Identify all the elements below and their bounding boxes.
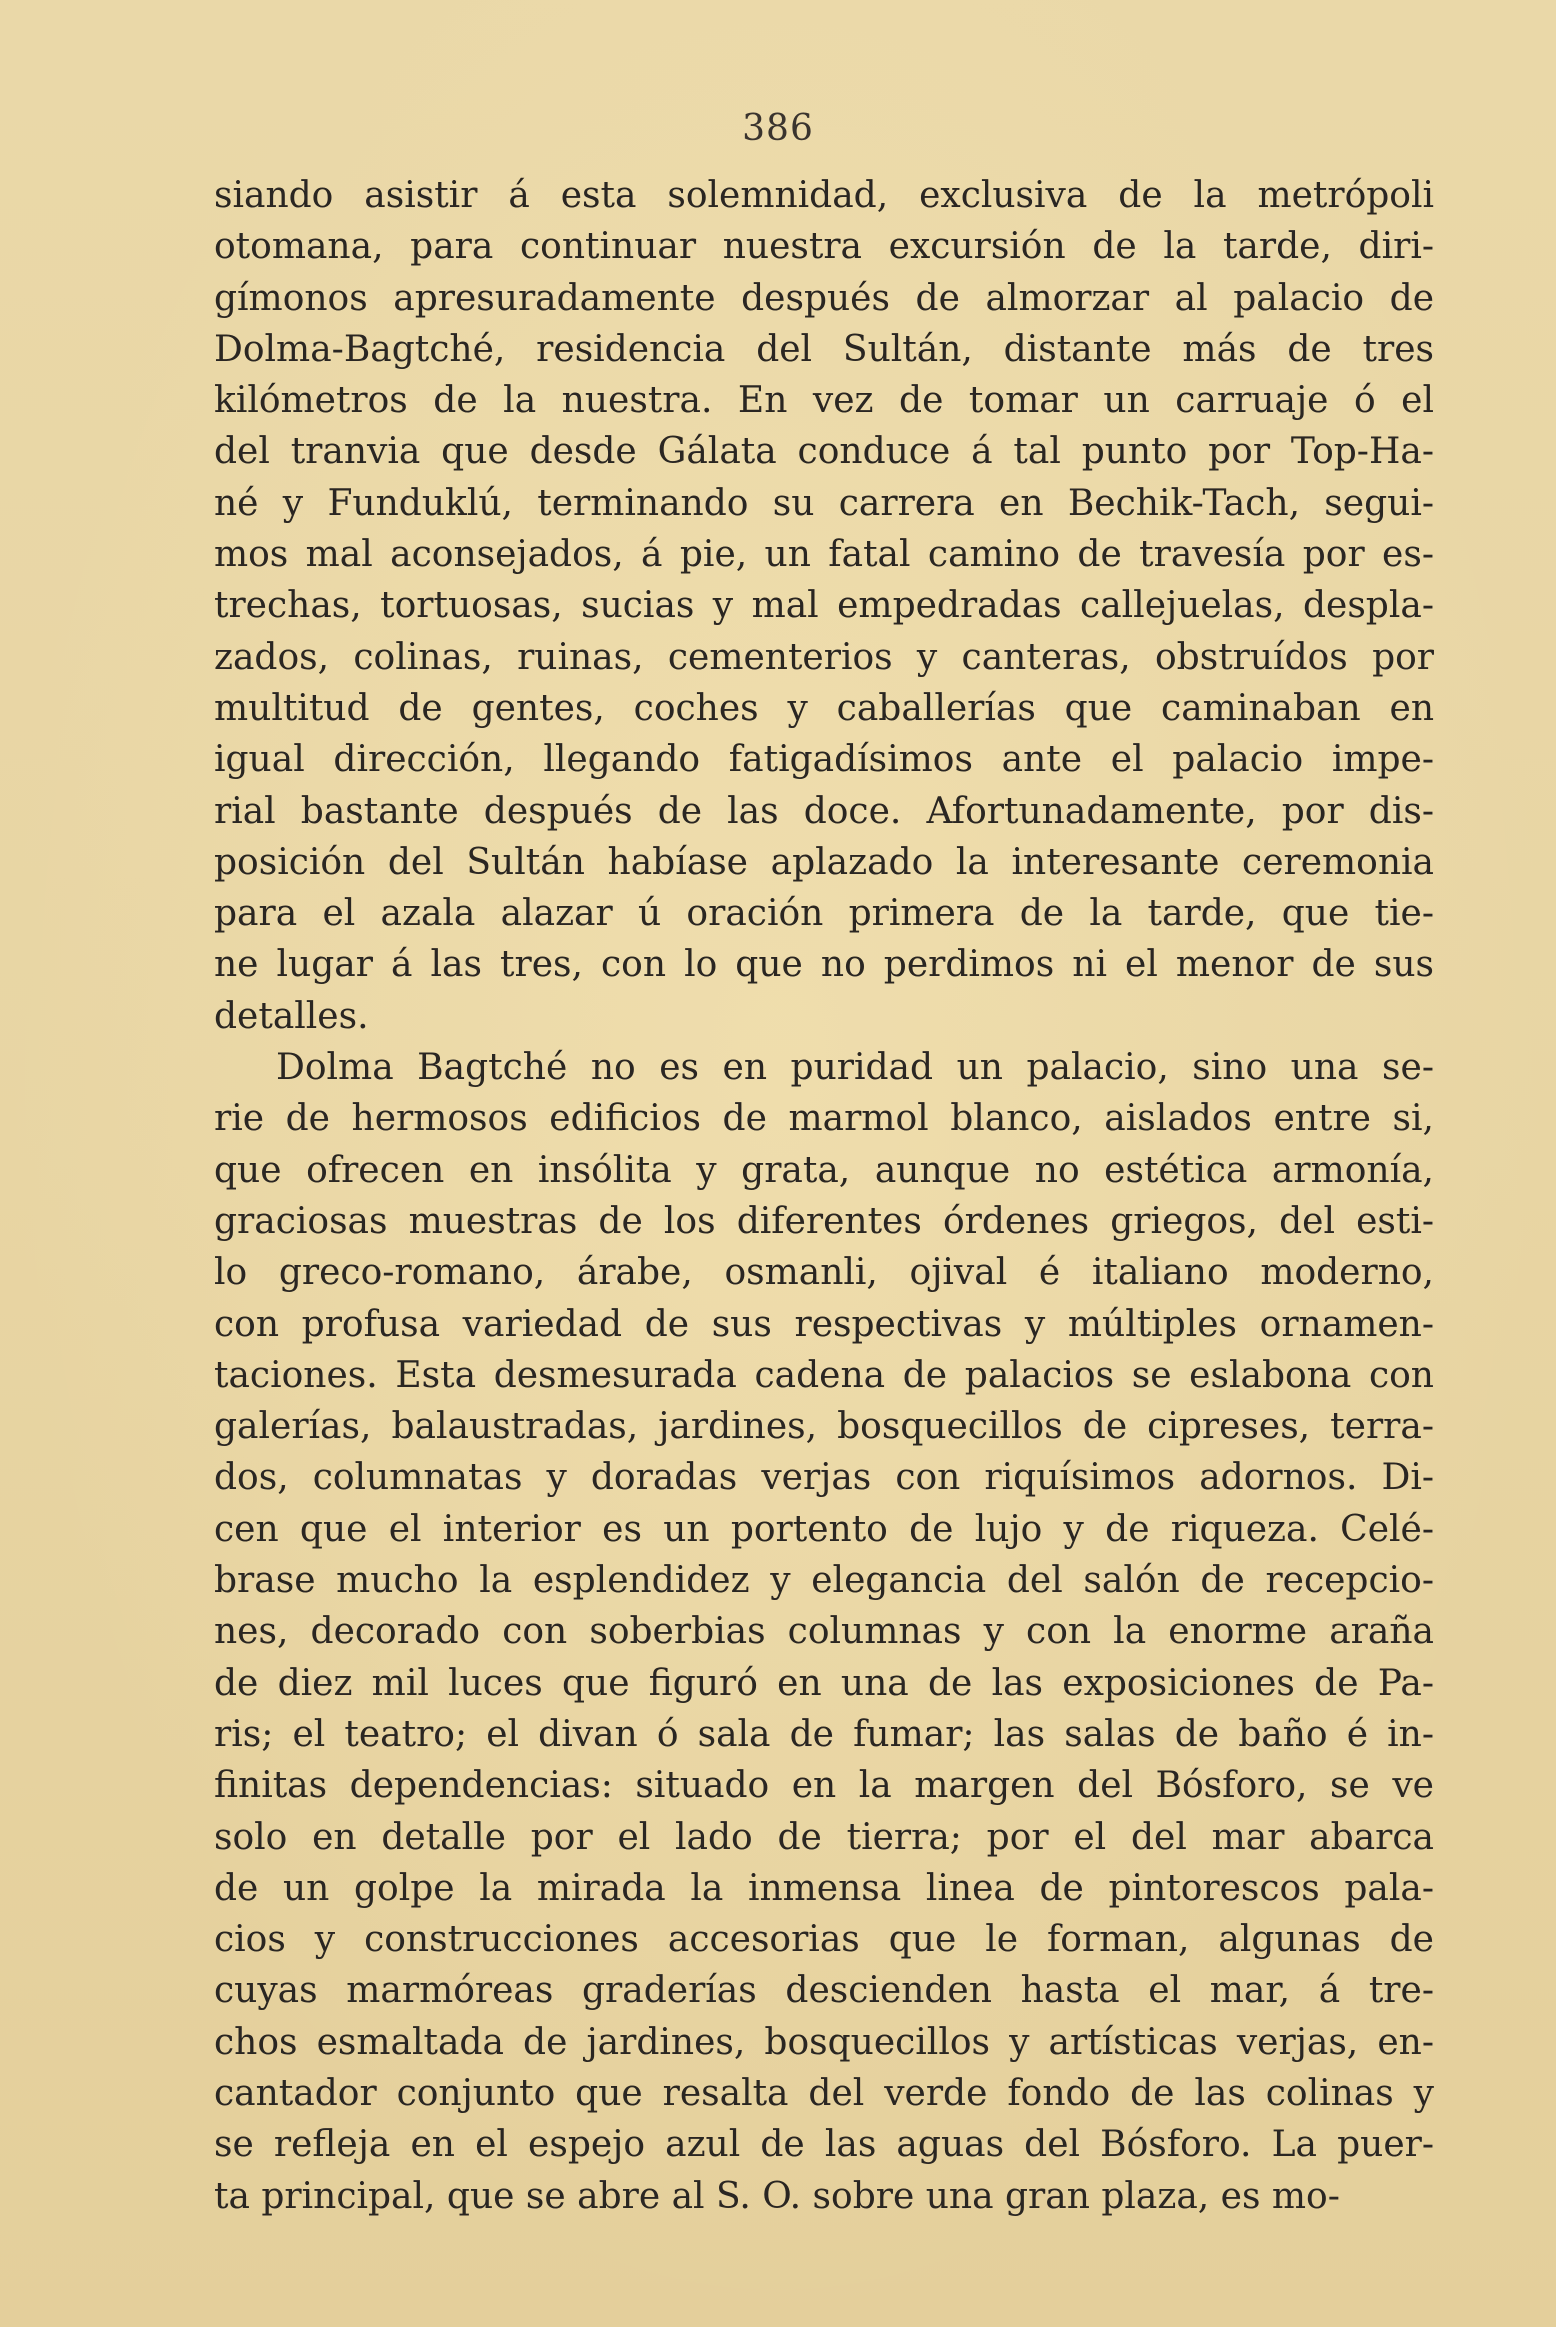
text-line: siando asistir á esta solemnidad, exclusiva de la metrópoli <box>214 175 1434 216</box>
body-text <box>214 170 1434 2222</box>
text-line: ta principal, que se abre al S. O. sobre una gran plaza, es mo- <box>214 2175 1340 2217</box>
text-line: otomana, para continuar nuestra excursión de la tarde, diri- <box>214 226 1434 268</box>
text-line <box>214 1042 1434 1093</box>
text-line: finitas dependencias: situado en la margen del Bósforo, se ve <box>214 1765 1434 1807</box>
text-line: de un golpe la mirada la inmensa linea de pintorescos pala- <box>214 1867 1434 1909</box>
text-line: detalles. <box>214 995 369 1037</box>
text-line: né y Funduklú, terminando su carrera en Bechik-Tach, segui- <box>214 482 1434 524</box>
line-text-post: no es en puridad un palacio, sino una se- <box>567 1047 1434 1089</box>
text-line: zados, colinas, ruinas, cementerios y canteras, obstruídos por <box>214 636 1434 678</box>
text-line: posición del Sultán habíase aplazado la interesante ceremonia <box>214 841 1434 883</box>
text-line: Dolma-Bagtché, residencia del Sultán, distante más de tres <box>214 328 1434 370</box>
page-number: 386 <box>742 108 814 149</box>
text-line: chos esmaltada de jardines, bosquecillos y artísticas verjas, en- <box>214 2021 1434 2063</box>
text-line: rial bastante después de las doce. Afortunadamente, por dis- <box>214 790 1434 832</box>
text-line: cantador conjunto que resalta del verde fondo de las colinas y <box>214 2072 1434 2114</box>
text-line: taciones. Esta desmesurada cadena de palacios se eslabona con <box>214 1354 1434 1396</box>
text-line: multitud de gentes, coches y caballerías que caminaban en <box>214 687 1434 729</box>
text-line: galerías, balaustradas, jardines, bosquecillos de cipreses, terra- <box>214 1406 1434 1448</box>
text-line: brase mucho la esplendidez y elegancia del salón de recepcio- <box>214 1560 1434 1602</box>
text-line: de diez mil luces que figuró en una de las exposiciones de Pa- <box>214 1662 1434 1704</box>
line-text-pre: para el <box>214 893 381 935</box>
text-line: ris; el teatro; el divan ó sala de fumar; las salas de baño é in- <box>214 1713 1434 1755</box>
text-line: cen que el interior es un portento de lujo y de riqueza. Celé- <box>214 1508 1434 1550</box>
text-line: lo greco-romano, árabe, osmanli, ojival é italiano moderno, <box>214 1252 1434 1294</box>
text-line: mos mal aconsejados, á pie, un fatal camino de travesía por es- <box>214 534 1434 576</box>
text-line: dos, columnatas y doradas verjas con riquísimos adornos. Di- <box>214 1457 1434 1499</box>
text-line: que ofrecen en insólita y grata, aunque no estética armonía, <box>214 1149 1434 1191</box>
text-line: trechas, tortuosas, sucias y mal empedradas callejuelas, despla- <box>214 585 1434 627</box>
text-line: se refleja en el espejo azul de las aguas del Bósforo. La puer- <box>214 2124 1434 2166</box>
text-line: solo en detalle por el lado de tierra; por el del mar abarca <box>214 1816 1434 1858</box>
line-text-post: ú oración primera de la tarde, que tie- <box>612 893 1434 935</box>
text-line: ne lugar á las tres, con lo que no perdimos ni el menor de sus <box>214 944 1434 986</box>
text-line: rie de hermosos edificios de marmol blanco, aislados entre si, <box>214 1098 1434 1140</box>
text-line: cuyas marmóreas graderías descienden hasta el mar, á tre- <box>214 1970 1434 2012</box>
text-line: gímonos apresuradamente después de almorzar al palacio de <box>214 277 1434 319</box>
text-line: graciosas muestras de los diferentes órdenes griegos, del esti- <box>214 1200 1434 1242</box>
italic-term: azala alazar <box>380 893 613 935</box>
text-line: nes, decorado con soberbias columnas y con la enorme araña <box>214 1611 1434 1653</box>
italic-term: Dolma Bagtché <box>276 1047 568 1089</box>
text-line <box>214 888 1434 939</box>
text-line: cios y construcciones accesorias que le forman, algunas de <box>214 1919 1434 1961</box>
text-line: con profusa variedad de sus respectivas y múltiples ornamen- <box>214 1303 1434 1345</box>
text-line: igual dirección, llegando fatigadísimos ante el palacio impe- <box>214 739 1434 781</box>
text-line: del tranvia que desde Gálata conduce á tal punto por Top-Ha- <box>214 431 1434 473</box>
text-line: kilómetros de la nuestra. En vez de tomar un carruaje ó el <box>214 380 1434 422</box>
